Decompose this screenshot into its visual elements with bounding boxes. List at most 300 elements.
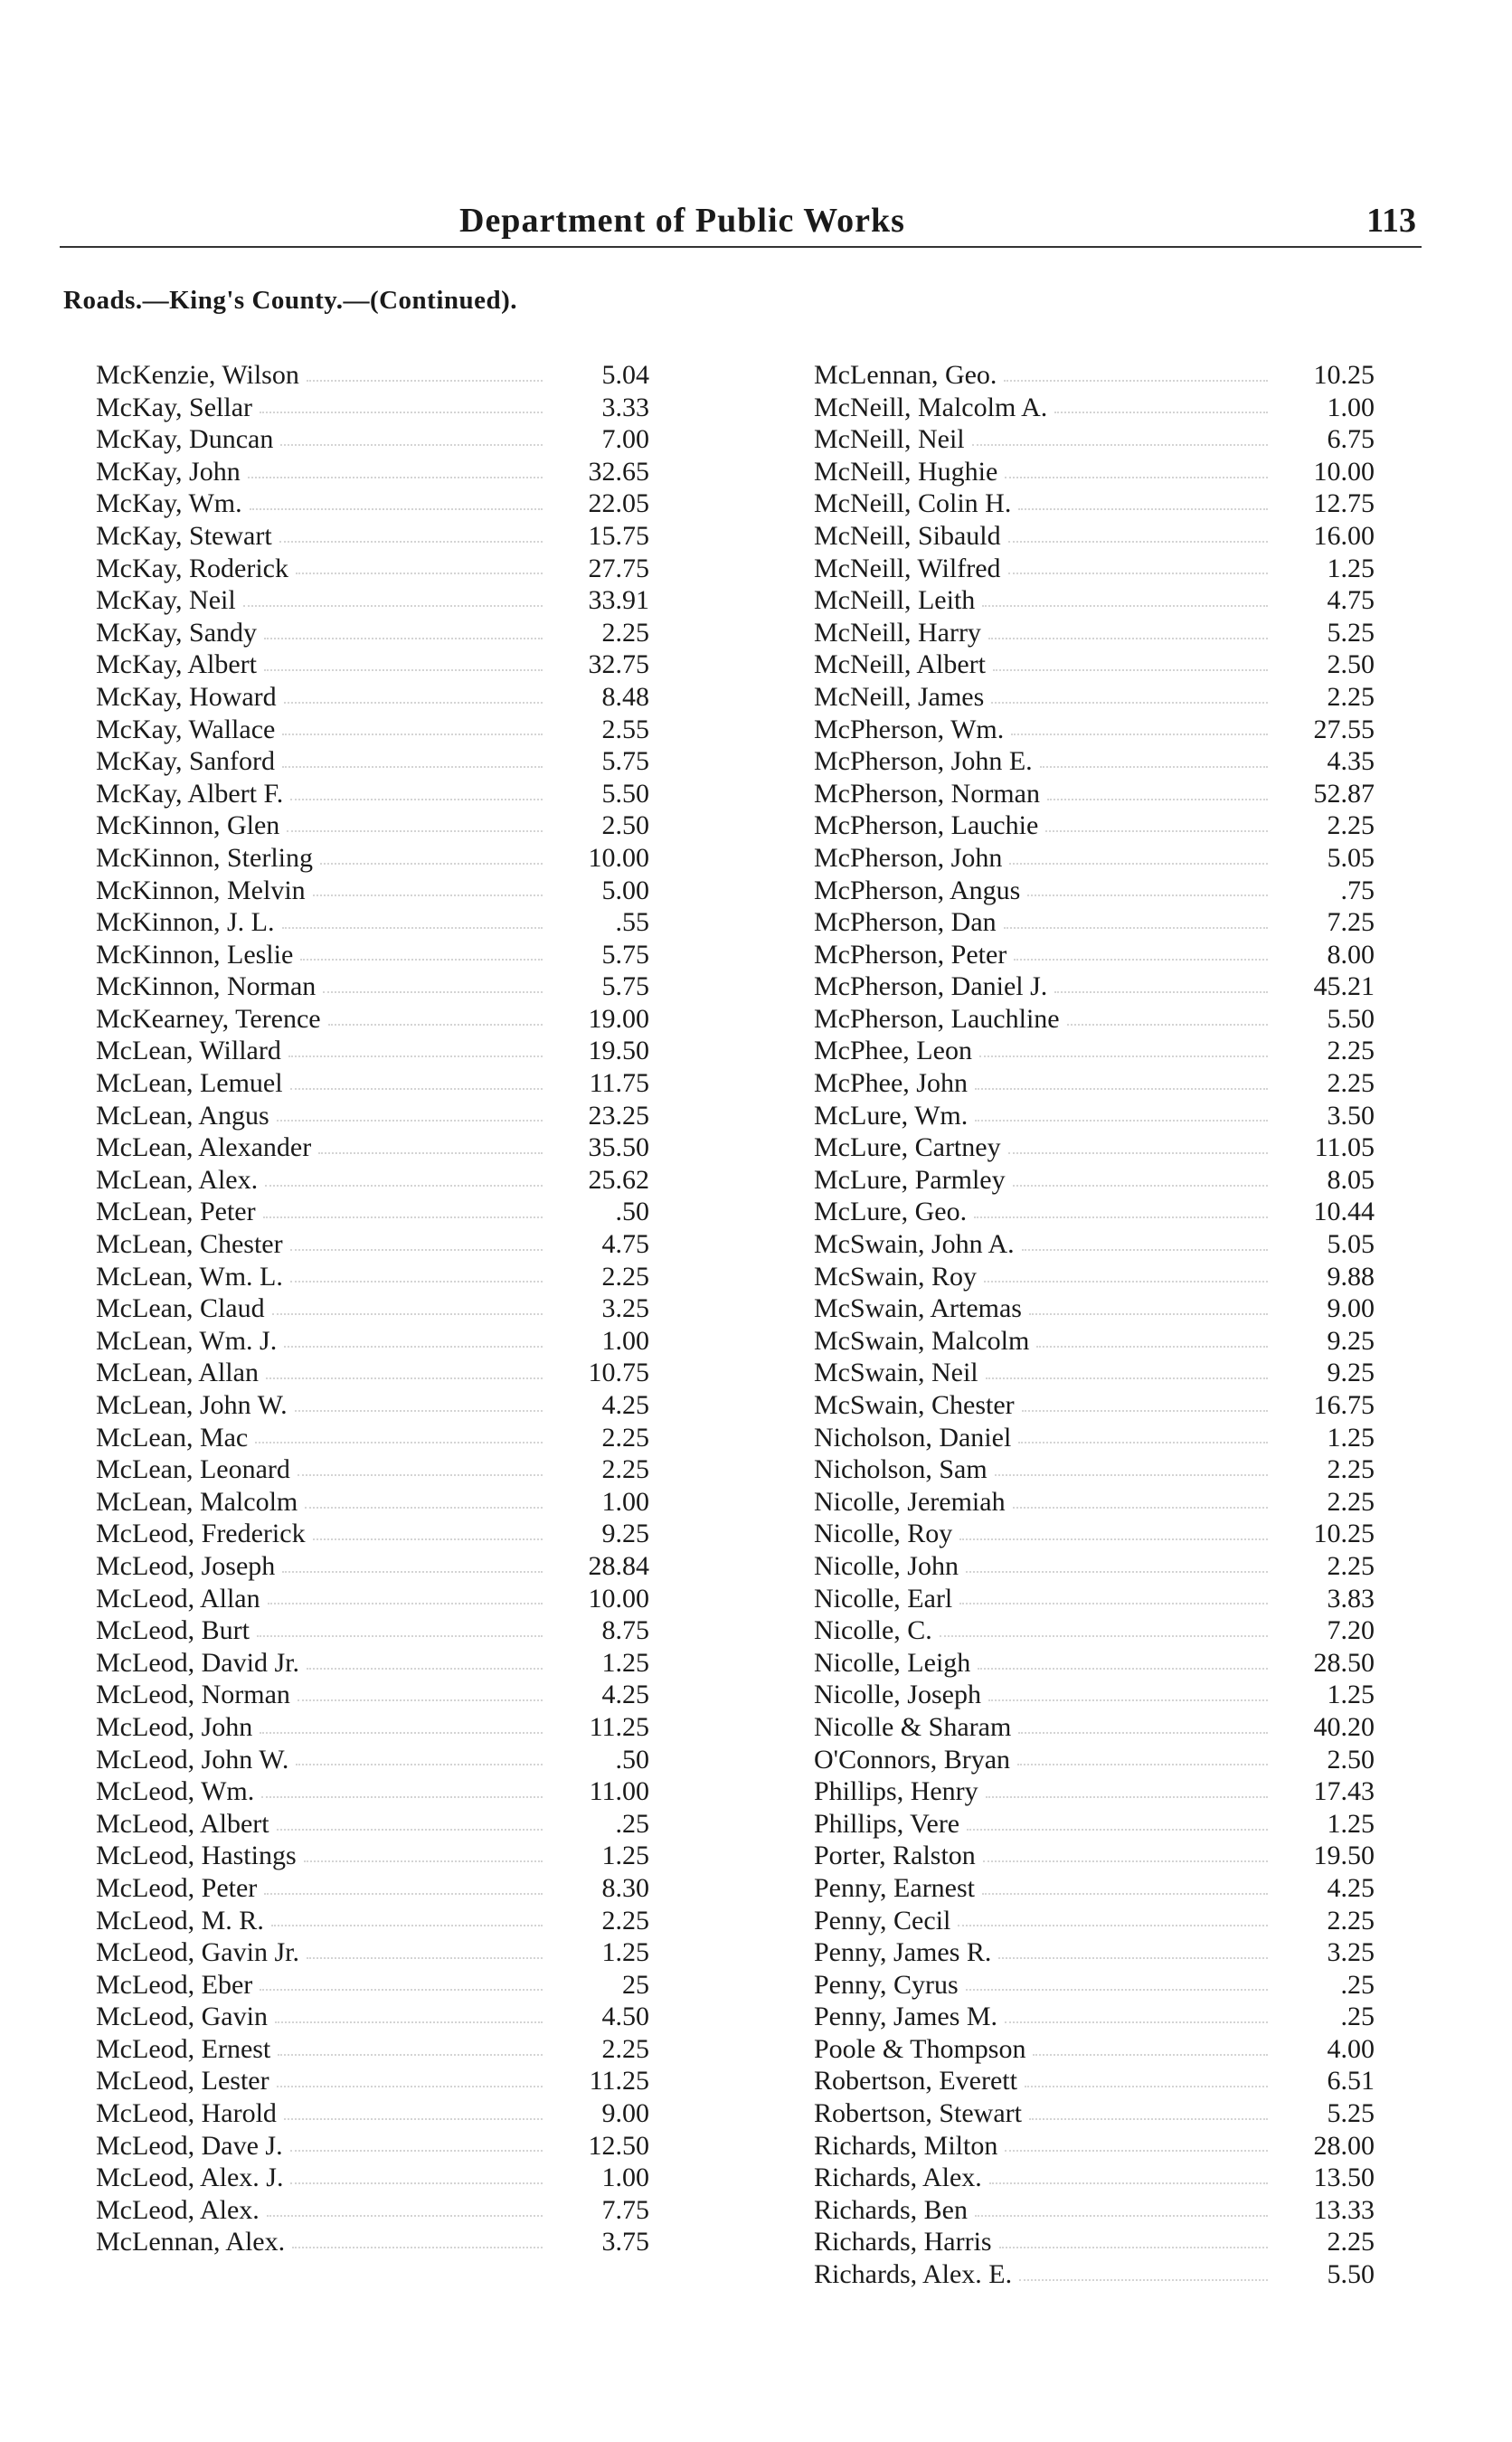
list-item — [814, 1228, 1375, 1261]
entry-amount: 45.21 — [1313, 971, 1375, 1002]
list-item — [96, 1100, 649, 1132]
entry-amount: 25 — [622, 1969, 649, 2000]
entry-name: McLean, John W. — [96, 1390, 288, 1420]
leader-dots — [975, 2215, 1268, 2217]
list-item — [96, 423, 649, 456]
leader-dots — [1018, 1442, 1268, 1443]
entry-name: McKay, Howard — [96, 681, 277, 712]
leader-dots — [313, 1538, 543, 1540]
list-item — [96, 1679, 649, 1711]
entry-name: McLeod, Dave J. — [96, 2130, 283, 2161]
entry-amount: 10.00 — [588, 842, 649, 873]
list-item — [96, 1614, 649, 1647]
list-item — [96, 2162, 649, 2194]
entry-name: Richards, Alex. — [814, 2163, 982, 2193]
entry-amount: 7.20 — [1327, 1615, 1375, 1646]
entry-name: McLean, Leonard — [96, 1454, 290, 1485]
entry-amount: 5.25 — [1327, 617, 1375, 648]
list-item — [96, 2194, 649, 2227]
entry-name: McLeod, Albert — [96, 1808, 269, 1839]
entry-amount: 2.50 — [1327, 649, 1375, 680]
entry-amount: 2.25 — [601, 617, 649, 648]
entry-name: McKay, Albert — [96, 649, 258, 680]
leader-dots — [999, 2247, 1268, 2248]
leader-dots — [300, 959, 543, 961]
entry-name: McLeod, John — [96, 1711, 253, 1742]
entry-name: Porter, Ralston — [814, 1841, 976, 1871]
entry-name: McKinnon, Melvin — [96, 875, 306, 905]
list-item — [96, 778, 649, 810]
list-item — [96, 617, 649, 649]
entry-amount: 8.30 — [601, 1872, 649, 1903]
entry-name: McKinnon, Norman — [96, 971, 317, 1002]
list-item — [96, 1583, 649, 1615]
entry-name: McLeod, Alex. — [96, 2194, 260, 2225]
entry-amount: 9.25 — [601, 1519, 649, 1549]
page-title: Department of Public Works — [459, 202, 905, 240]
leader-dots — [1040, 766, 1268, 768]
entry-name: McKay, Duncan — [96, 424, 274, 455]
entry-name: McLeod, Hastings — [96, 1841, 297, 1871]
leader-dots — [272, 1313, 543, 1315]
leader-dots — [1017, 1764, 1268, 1765]
leader-dots — [307, 380, 543, 382]
entry-amount: 11.75 — [589, 1068, 649, 1099]
leader-dots — [318, 1152, 543, 1154]
entry-name: McKinnon, Leslie — [96, 939, 294, 970]
entry-amount: 5.75 — [601, 939, 649, 970]
leader-dots — [282, 1571, 543, 1573]
entry-amount: 22.05 — [588, 488, 649, 519]
entry-name: Nicholson, Daniel — [814, 1422, 1012, 1453]
entry-amount: 11.25 — [589, 2066, 649, 2097]
leader-dots — [1004, 927, 1268, 929]
list-item — [814, 1035, 1375, 1067]
leader-dots — [988, 1699, 1268, 1701]
entry-amount: 2.25 — [1327, 1905, 1375, 1936]
leader-dots — [307, 1668, 543, 1670]
entry-name: McKay, Roderick — [96, 553, 288, 583]
leader-dots — [986, 1796, 1268, 1798]
entry-name: McNeill, Harry — [814, 617, 981, 648]
page-number: 113 — [1366, 202, 1416, 240]
list-item — [96, 520, 649, 553]
entry-amount: 19.50 — [1313, 1841, 1375, 1871]
entry-name: McLeod, Ernest — [96, 2033, 271, 2064]
leader-dots — [243, 605, 543, 607]
list-item — [814, 2065, 1375, 2097]
list-item — [96, 1905, 649, 1937]
entry-name: McLeod, Harold — [96, 2098, 277, 2129]
entry-amount: 12.75 — [1313, 488, 1375, 519]
entry-name: McPherson, John E. — [814, 746, 1033, 777]
entry-amount: 5.75 — [601, 746, 649, 777]
leader-dots — [277, 1829, 543, 1831]
leader-dots — [1045, 830, 1268, 832]
leader-dots — [1005, 2150, 1268, 2152]
entry-name: McLean, Lemuel — [96, 1068, 283, 1099]
entry-amount: 4.00 — [1327, 2033, 1375, 2064]
list-item — [96, 1067, 649, 1100]
entry-name: McNeill, Malcolm A. — [814, 392, 1048, 422]
list-item — [96, 842, 649, 875]
entry-amount: 17.43 — [1313, 1776, 1375, 1807]
leader-dots — [1047, 799, 1268, 800]
leader-dots — [1033, 2054, 1268, 2056]
leader-dots — [279, 541, 543, 543]
entry-name: McLure, Wm. — [814, 1100, 969, 1131]
leader-dots — [1018, 1732, 1268, 1734]
list-item — [96, 1196, 649, 1228]
entry-name: McLeod, Burt — [96, 1615, 250, 1646]
list-item — [814, 1100, 1375, 1132]
leader-dots — [265, 1185, 543, 1187]
entry-amount: 6.51 — [1327, 2066, 1375, 2097]
leader-dots — [260, 412, 543, 413]
list-item — [96, 1872, 649, 1905]
list-item — [814, 2162, 1375, 2194]
leader-dots — [264, 669, 543, 671]
entry-amount: 9.25 — [1327, 1325, 1375, 1356]
entry-amount: .25 — [615, 1808, 649, 1839]
entry-amount: 7.25 — [1327, 907, 1375, 938]
entry-name: McKay, Wm. — [96, 488, 242, 519]
leader-dots — [1029, 2118, 1268, 2120]
entry-name: McLeod, Gavin — [96, 2002, 268, 2032]
entry-name: McPherson, Peter — [814, 939, 1007, 970]
leader-dots — [282, 734, 543, 735]
entry-name: McKenzie, Wilson — [96, 360, 299, 390]
leader-dots — [290, 1088, 543, 1090]
entry-amount: 6.75 — [1327, 424, 1375, 455]
leader-dots — [271, 1925, 543, 1926]
leader-dots — [967, 1829, 1268, 1831]
list-item — [814, 2194, 1375, 2227]
list-item — [96, 2033, 649, 2066]
list-item — [814, 584, 1375, 617]
entry-amount: 4.25 — [601, 1680, 649, 1710]
entry-amount: 2.25 — [601, 2033, 649, 2064]
list-item — [814, 1905, 1375, 1937]
leader-dots — [257, 1635, 543, 1637]
list-item — [96, 1936, 649, 1969]
leader-dots — [261, 1796, 543, 1798]
leader-dots — [278, 2054, 543, 2056]
entry-name: McLure, Geo. — [814, 1197, 968, 1227]
leader-dots — [974, 1216, 1268, 1218]
entry-name: Poole & Thompson — [814, 2033, 1026, 2064]
entry-name: McLeod, Wm. — [96, 1776, 255, 1807]
list-item — [814, 1744, 1375, 1776]
entry-name: McSwain, John A. — [814, 1229, 1015, 1260]
list-item — [96, 1035, 649, 1067]
entry-name: McNeill, Colin H. — [814, 488, 1012, 519]
entry-name: Richards, Alex. E. — [814, 2259, 1013, 2290]
leader-dots — [290, 1281, 543, 1283]
list-item — [96, 2226, 649, 2258]
entry-amount: .55 — [615, 907, 649, 938]
list-item — [96, 456, 649, 488]
leader-dots — [255, 1442, 543, 1443]
entry-name: McLeod, Norman — [96, 1680, 290, 1710]
leader-dots — [1036, 1346, 1268, 1348]
leader-dots — [1018, 508, 1268, 510]
list-item — [814, 1196, 1375, 1228]
entry-amount: 1.00 — [601, 1325, 649, 1356]
leader-dots — [268, 1603, 543, 1604]
list-item — [814, 906, 1375, 939]
entry-amount: 27.55 — [1313, 714, 1375, 744]
entry-name: McLean, Chester — [96, 1229, 283, 1260]
entry-name: McLean, Claud — [96, 1293, 265, 1324]
entry-name: McNeill, Leith — [814, 585, 976, 616]
entry-amount: 5.05 — [1327, 1229, 1375, 1260]
list-item — [96, 2065, 649, 2097]
entry-name: Nicolle, C. — [814, 1615, 932, 1646]
entry-amount: 3.75 — [601, 2227, 649, 2257]
list-item — [814, 1679, 1375, 1711]
entry-name: Nicolle, Jeremiah — [814, 1486, 1006, 1517]
list-item — [814, 842, 1375, 875]
entry-amount: 15.75 — [588, 520, 649, 551]
list-item — [96, 875, 649, 907]
entry-amount: 1.00 — [1327, 392, 1375, 422]
entry-name: McLeod, Frederick — [96, 1519, 306, 1549]
entry-amount: 3.50 — [1327, 1100, 1375, 1131]
leader-dots — [1008, 573, 1268, 574]
leader-dots — [290, 799, 543, 800]
leader-dots — [1019, 2279, 1268, 2281]
entry-name: McLean, Wm. J. — [96, 1325, 278, 1356]
entry-amount: 7.75 — [601, 2194, 649, 2225]
entry-name: McKay, Sandy — [96, 617, 258, 648]
entry-name: McKay, Sellar — [96, 392, 252, 422]
leader-dots — [991, 702, 1268, 704]
entry-amount: 3.83 — [1327, 1583, 1375, 1614]
entry-amount: 5.50 — [601, 778, 649, 809]
list-item — [814, 1357, 1375, 1389]
left-column — [96, 359, 649, 2258]
entry-amount: 2.25 — [601, 1905, 649, 1936]
list-item — [814, 1614, 1375, 1647]
leader-dots — [1013, 1507, 1268, 1509]
entry-amount: 8.48 — [601, 681, 649, 712]
leader-dots — [295, 1410, 543, 1412]
entry-name: Nicolle, Earl — [814, 1583, 953, 1614]
leader-dots — [275, 2021, 543, 2023]
entry-name: McPherson, Daniel J. — [814, 971, 1048, 1002]
entry-name: Nicolle & Sharam — [814, 1711, 1012, 1742]
entry-name: McNeill, Neil — [814, 424, 965, 455]
list-item — [814, 423, 1375, 456]
entry-amount: 2.25 — [1327, 681, 1375, 712]
entry-name: Nicolle, Roy — [814, 1519, 953, 1549]
list-item — [96, 1840, 649, 1872]
entry-amount: 2.25 — [1327, 810, 1375, 841]
entry-amount: 2.25 — [1327, 1068, 1375, 1099]
entry-amount: 5.00 — [601, 875, 649, 905]
leader-dots — [296, 573, 543, 574]
entry-name: O'Connors, Bryan — [814, 1744, 1011, 1775]
entry-amount: 28.84 — [588, 1550, 649, 1581]
entry-amount: 9.25 — [1327, 1358, 1375, 1388]
entry-name: McKinnon, Sterling — [96, 842, 313, 873]
entry-amount: 11.25 — [589, 1711, 649, 1742]
leader-dots — [296, 1764, 543, 1765]
entry-amount: 5.50 — [1327, 2259, 1375, 2290]
entry-amount: 10.00 — [588, 1583, 649, 1614]
list-item — [814, 1518, 1375, 1550]
list-item — [814, 2001, 1375, 2033]
entry-amount: .50 — [615, 1197, 649, 1227]
entry-name: McKay, Sanford — [96, 746, 276, 777]
entry-amount: 2.25 — [601, 1422, 649, 1453]
entry-name: McKinnon, Glen — [96, 810, 280, 841]
entry-name: McSwain, Malcolm — [814, 1325, 1030, 1356]
page-header — [0, 201, 1512, 241]
entry-amount: 1.25 — [1327, 1808, 1375, 1839]
leader-dots — [328, 1024, 543, 1026]
leader-dots — [284, 702, 543, 704]
list-item — [96, 2097, 649, 2130]
list-item — [96, 970, 649, 1003]
entry-name: McPhee, Leon — [814, 1036, 972, 1066]
entry-amount: 4.25 — [1327, 1872, 1375, 1903]
list-item — [814, 1711, 1375, 1744]
list-item — [96, 648, 649, 681]
entry-amount: 35.50 — [588, 1132, 649, 1163]
leader-dots — [1027, 894, 1268, 896]
list-item — [96, 1486, 649, 1519]
entry-amount: 10.25 — [1313, 1519, 1375, 1549]
leader-dots — [323, 991, 543, 993]
right-column — [814, 359, 1375, 2291]
entry-name: McNeill, Hughie — [814, 456, 998, 487]
list-item — [814, 617, 1375, 649]
entry-name: Richards, Harris — [814, 2227, 992, 2257]
leader-dots — [979, 1055, 1268, 1057]
list-item — [814, 1872, 1375, 1905]
entry-name: McLeod, Gavin Jr. — [96, 1937, 299, 1968]
leader-dots — [290, 1249, 543, 1251]
list-item — [96, 1357, 649, 1389]
list-item — [814, 1164, 1375, 1197]
entry-name: McLure, Parmley — [814, 1164, 1006, 1195]
list-item — [814, 2033, 1375, 2066]
list-item — [96, 392, 649, 424]
entry-name: Richards, Ben — [814, 2194, 968, 2225]
header-rule — [60, 246, 1422, 248]
entry-amount: 12.50 — [588, 2130, 649, 2161]
list-item — [96, 681, 649, 714]
leader-dots — [966, 1571, 1268, 1573]
entry-amount: 10.00 — [1313, 456, 1375, 487]
list-item — [814, 392, 1375, 424]
entry-amount: 1.25 — [1327, 553, 1375, 583]
list-item — [814, 939, 1375, 971]
entry-amount: 25.62 — [588, 1164, 649, 1195]
leader-dots — [1013, 1185, 1268, 1187]
list-item — [96, 2130, 649, 2163]
list-item — [96, 359, 649, 392]
entry-name: McLean, Allan — [96, 1358, 259, 1388]
entry-name: McPherson, Norman — [814, 778, 1040, 809]
leader-dots — [288, 1055, 543, 1057]
leader-dots — [1009, 863, 1268, 865]
entry-amount: 2.55 — [601, 714, 649, 744]
list-item — [96, 1131, 649, 1164]
leader-dots — [264, 1893, 543, 1895]
leader-dots — [1054, 991, 1268, 993]
entry-name: McLean, Malcolm — [96, 1486, 298, 1517]
leader-dots — [320, 863, 543, 865]
entry-amount: 10.44 — [1313, 1197, 1375, 1227]
list-item — [814, 1422, 1375, 1454]
leader-dots — [1054, 412, 1268, 413]
entry-name: Phillips, Henry — [814, 1776, 978, 1807]
list-item — [96, 809, 649, 842]
leader-dots — [282, 927, 543, 929]
list-item — [814, 1936, 1375, 1969]
list-item — [814, 875, 1375, 907]
entry-amount: 10.75 — [588, 1358, 649, 1388]
entry-amount: 2.25 — [1327, 1036, 1375, 1066]
entry-name: McKay, Stewart — [96, 520, 272, 551]
entry-amount: 19.00 — [588, 1003, 649, 1034]
entry-name: McPherson, Wm. — [814, 714, 1005, 744]
entry-name: McKay, Neil — [96, 585, 236, 616]
leader-dots — [284, 2118, 543, 2120]
entry-amount: 8.75 — [601, 1615, 649, 1646]
entry-name: Nicolle, John — [814, 1550, 959, 1581]
list-item — [96, 714, 649, 746]
entry-amount: 1.25 — [1327, 1680, 1375, 1710]
leader-dots — [995, 1474, 1268, 1476]
list-item — [814, 487, 1375, 520]
entry-amount: 2.25 — [1327, 1454, 1375, 1485]
list-item — [814, 1775, 1375, 1808]
list-item — [814, 681, 1375, 714]
section-heading: Roads.—King's County.—(Continued). — [63, 286, 518, 315]
entry-name: McLean, Alexander — [96, 1132, 312, 1163]
entry-amount: 1.25 — [601, 1647, 649, 1678]
entry-amount: 28.50 — [1313, 1647, 1375, 1678]
entry-amount: 5.05 — [1327, 842, 1375, 873]
entry-name: Penny, Earnest — [814, 1872, 976, 1903]
list-item — [96, 553, 649, 585]
entry-amount: 32.65 — [588, 456, 649, 487]
leader-dots — [959, 1538, 1268, 1540]
entry-amount: 1.00 — [601, 1486, 649, 1517]
list-item — [814, 2130, 1375, 2163]
entry-name: Penny, James R. — [814, 1937, 992, 1968]
entry-amount: 13.50 — [1313, 2163, 1375, 2193]
entry-amount: 3.25 — [1327, 1937, 1375, 1968]
leader-dots — [290, 2150, 543, 2152]
entry-name: McKay, Wallace — [96, 714, 276, 744]
entry-name: McPherson, John — [814, 842, 1003, 873]
entry-name: McLeod, Lester — [96, 2066, 269, 2097]
entry-amount: 2.25 — [1327, 1486, 1375, 1517]
entry-name: McLeod, David Jr. — [96, 1647, 299, 1678]
leader-dots — [287, 830, 543, 832]
list-item — [96, 1808, 649, 1841]
entry-amount: 2.50 — [601, 810, 649, 841]
leader-dots — [305, 1507, 543, 1509]
entry-amount: 4.25 — [601, 1390, 649, 1420]
list-item — [96, 2001, 649, 2033]
entry-name: Robertson, Stewart — [814, 2098, 1022, 2129]
